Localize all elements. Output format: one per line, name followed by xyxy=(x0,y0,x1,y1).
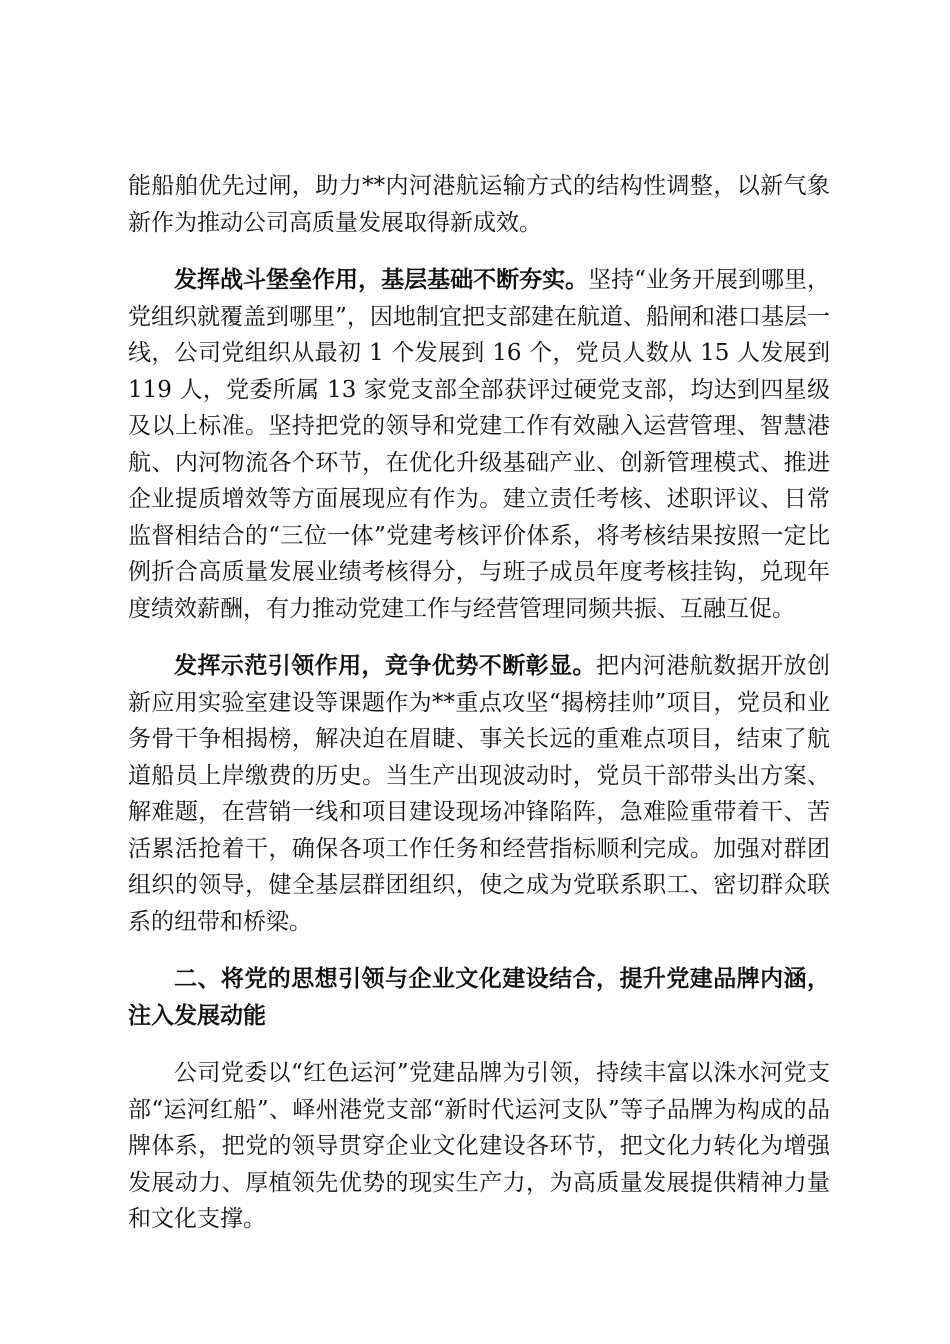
document-body xyxy=(128,168,830,1259)
paragraph-text: 能船舶优先过闸，助力**内河港航运输方式的结构性调整，以新气象新作为推动公司高质量发展取得新成效。 xyxy=(128,173,830,236)
paragraph-lead-heading: 发挥战斗堡垒作用，基层基础不断夯实。 xyxy=(174,266,589,293)
paragraph-continued xyxy=(128,168,830,241)
paragraph-text: 公司党委以“红色运河”党建品牌为引领，持续丰富以洙水河党支部“运河红船”、峄州港党支部“新时代运河支队”等子品牌为构成的品牌体系，把党的领导贯穿企业文化建设各环节，把文化力转化为增强发展动力、厚植领先优势的现实生产力，为高质量发展提供精神力量和文化支撑。 xyxy=(128,1060,830,1232)
paragraph-battle-fortress xyxy=(128,262,830,627)
paragraph-text: 把内河港航数据开放创新应用实验室建设等课题作为**重点攻坚“揭榜挂帅”项目，党员和业务骨干争相揭榜，解决迫在眉睫、事关长远的重难点项目，结束了航道船员上岸缴费的历史。当生产出现波动时，党员干部带头出方案、解难题，在营销一线和项目建设现场冲锋陷阵，急难险重带着干、苦活累活抢着干，确保各项工作任务和经营指标顺利完成。加强对群团组织的领导，健全基层群团组织，使之成为党联系职工、密切群众联系的纽带和桥梁。 xyxy=(128,653,831,935)
section-heading: 二、将党的思想引领与企业文化建设结合，提升党建品牌内涵，注入发展动能 xyxy=(128,965,830,1029)
paragraph-text: 坚持“业务开展到哪里，党组织就覆盖到哪里”，因地制宜把支部建在航道、船闸和港口基层一线，公司党组织从最初 1 个发展到 16 个，党员人数从 15 人发展到 119 人，党委所属 13 家党支部全部获评过硬党支部，均达到四星级及以上标准。坚持把党的领导和党建工作有效融入运营管理、智慧港航、内河物流各个环节，在优化升级基础产业、创新管理模式、推进企业提质增效等方面展现应有作为。建立责任考核、述职评议、日常监督相结合的“三位一体”党建考核评价体系，将考核结果按照一定比例折合高质量发展业绩考核得分，与班子成员年度考核挂钩，兑现年度绩效薪酬，有力推动党建工作与经营管理同频共振、互融互促。 xyxy=(128,267,830,622)
paragraph-lead-heading: 发挥示范引领作用，竞争优势不断彰显。 xyxy=(174,652,596,679)
paragraph-exemplary-leadership xyxy=(128,648,830,940)
paragraph-red-canal-brand xyxy=(128,1055,830,1238)
